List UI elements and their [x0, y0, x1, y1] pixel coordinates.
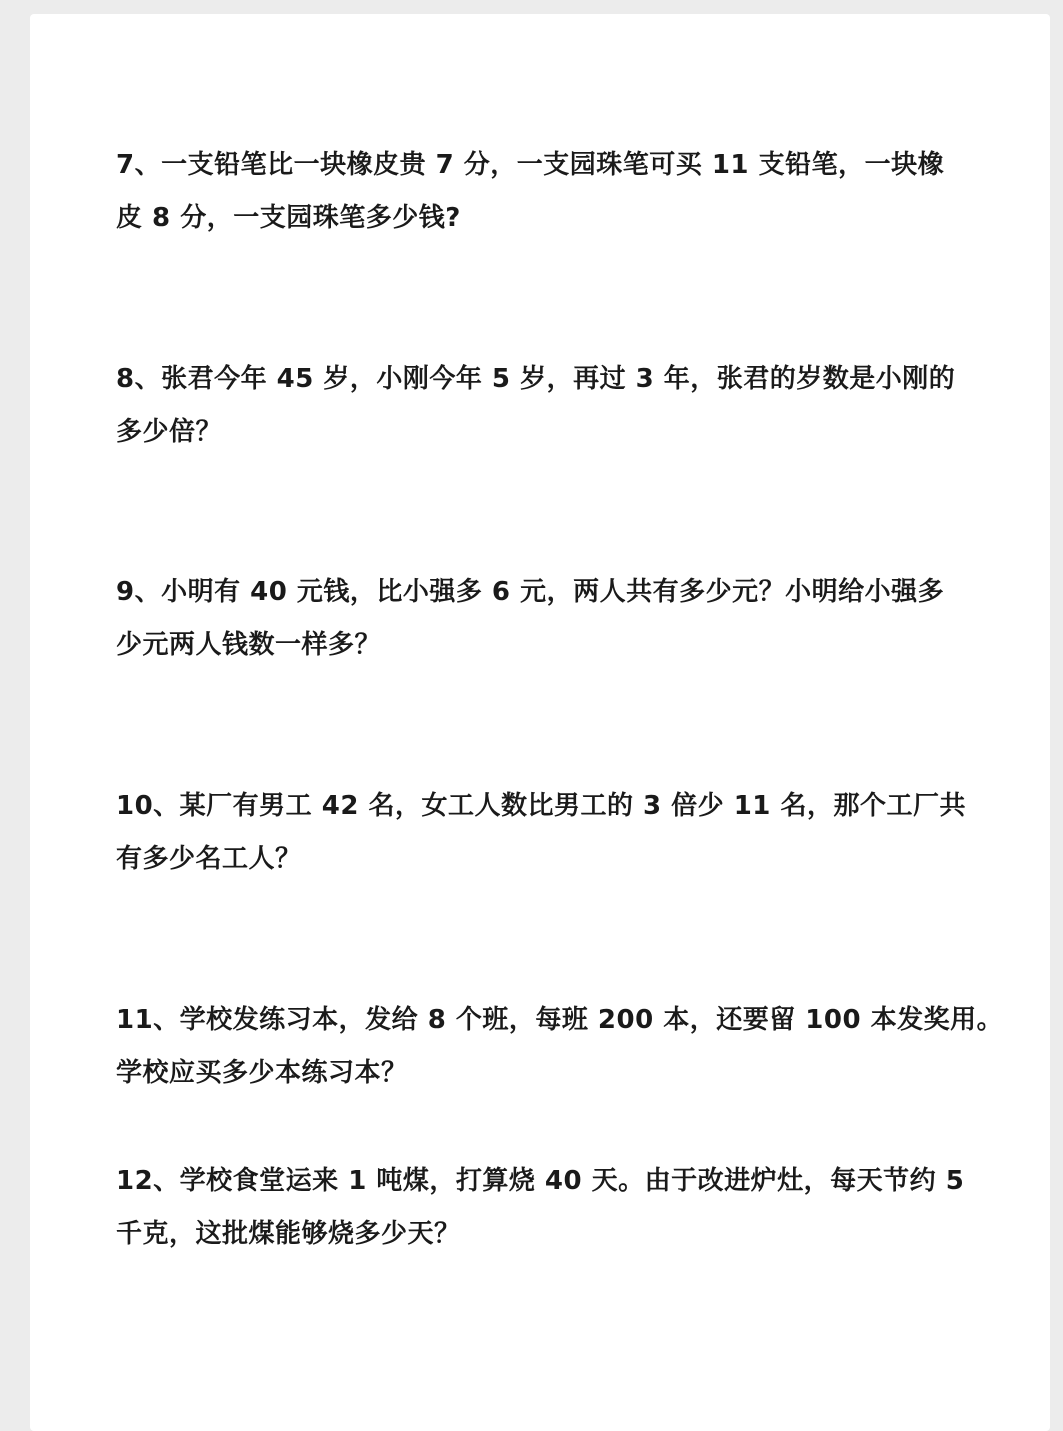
problem-line: 7、一支铅笔比一块橡皮贵 7 分，一支园珠笔可买 11 支铅笔，一块橡 — [116, 150, 945, 180]
problem-line: 9、小明有 40 元钱，比小强多 6 元，两人共有多少元？小明给小强多 — [116, 577, 945, 607]
problem-line: 学校应买多少本练习本？ — [116, 1058, 408, 1088]
problem-line: 多少倍？ — [116, 417, 223, 447]
problem-12 — [116, 1155, 965, 1261]
problem-11 — [116, 994, 1004, 1100]
problem-line: 11、学校发练习本，发给 8 个班，每班 200 本，还要留 100 本发奖用。 — [116, 1005, 1004, 1035]
problem-line: 少元两人钱数一样多？ — [116, 630, 382, 660]
problem-8 — [116, 353, 956, 459]
problem-line: 皮 8 分，一支园珠笔多少钱? — [116, 203, 461, 233]
problem-7 — [116, 139, 956, 245]
problem-line: 10、某厂有男工 42 名，女工人数比男工的 3 倍少 11 名，那个工厂共 — [116, 791, 966, 821]
problem-9 — [116, 566, 956, 672]
problem-line: 千克，这批煤能够烧多少天？ — [116, 1219, 461, 1249]
problem-line: 有多少名工人？ — [116, 844, 302, 874]
problem-line: 8、张君今年 45 岁，小刚今年 5 岁，再过 3 年，张君的岁数是小刚的 — [116, 364, 956, 394]
problem-line: 12、学校食堂运来 1 吨煤，打算烧 40 天。由于改进炉灶，每天节约 5 — [116, 1166, 965, 1196]
problem-10 — [116, 780, 966, 886]
